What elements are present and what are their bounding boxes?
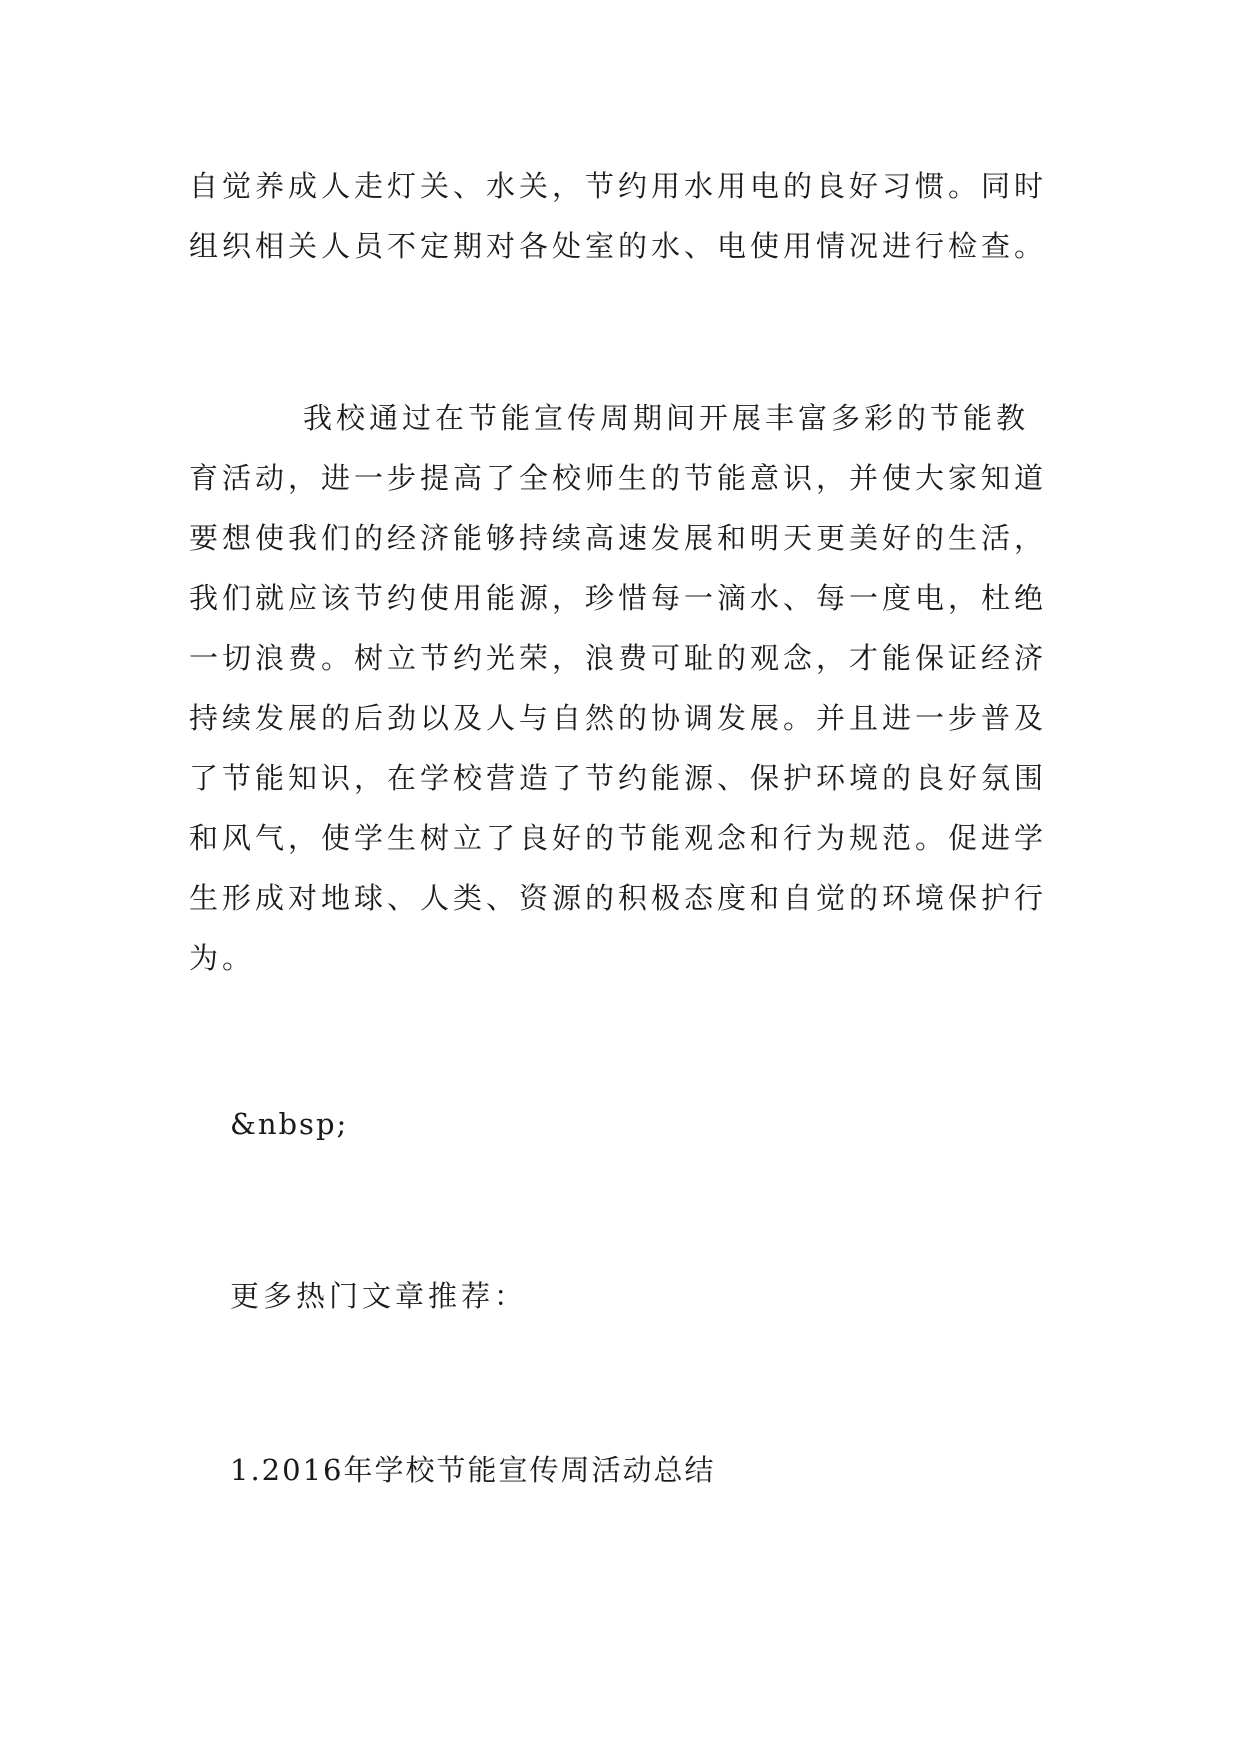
paragraph-1-line-1: 自觉养成人走灯关、水关，节约用水用电的良好习惯。同时 <box>189 169 1048 203</box>
paragraph-2-line-7: 了节能知识，在学校营造了节约能源、保护环境的良好氛围 <box>189 761 1048 795</box>
paragraph-2-line-10: 为。 <box>189 941 256 975</box>
paragraph-2-line-6: 持续发展的后劲以及人与自然的协调发展。并且进一步普及 <box>189 701 1048 735</box>
paragraph-2-line-8: 和风气，使学生树立了良好的节能观念和行为规范。促进学 <box>189 821 1048 855</box>
paragraph-2-line-5: 一切浪费。树立节约光荣，浪费可耻的观念，才能保证经济 <box>189 641 1048 675</box>
paragraph-2-line-3: 要想使我们的经济能够持续高速发展和明天更美好的生活， <box>189 521 1048 555</box>
paragraph-2-line-9: 生形成对地球、人类、资源的积极态度和自觉的环境保护行 <box>189 881 1048 915</box>
paragraph-1-line-2: 组织相关人员不定期对各处室的水、电使用情况进行检查。 <box>189 229 1048 263</box>
paragraph-2-line-4: 我们就应该节约使用能源，珍惜每一滴水、每一度电，杜绝 <box>189 581 1048 615</box>
recommend-heading: 更多热门文章推荐： <box>230 1279 528 1313</box>
paragraph-2-line-1: 我校通过在节能宣传周期间开展丰富多彩的节能教 <box>303 401 1030 435</box>
paragraph-2-line-2: 育活动，进一步提高了全校师生的节能意识，并使大家知道 <box>189 461 1048 495</box>
recommend-link-1[interactable]: 1.2016年学校节能宣传周活动总结 <box>230 1453 716 1487</box>
nbsp-artifact-text: &nbsp; <box>230 1107 349 1141</box>
